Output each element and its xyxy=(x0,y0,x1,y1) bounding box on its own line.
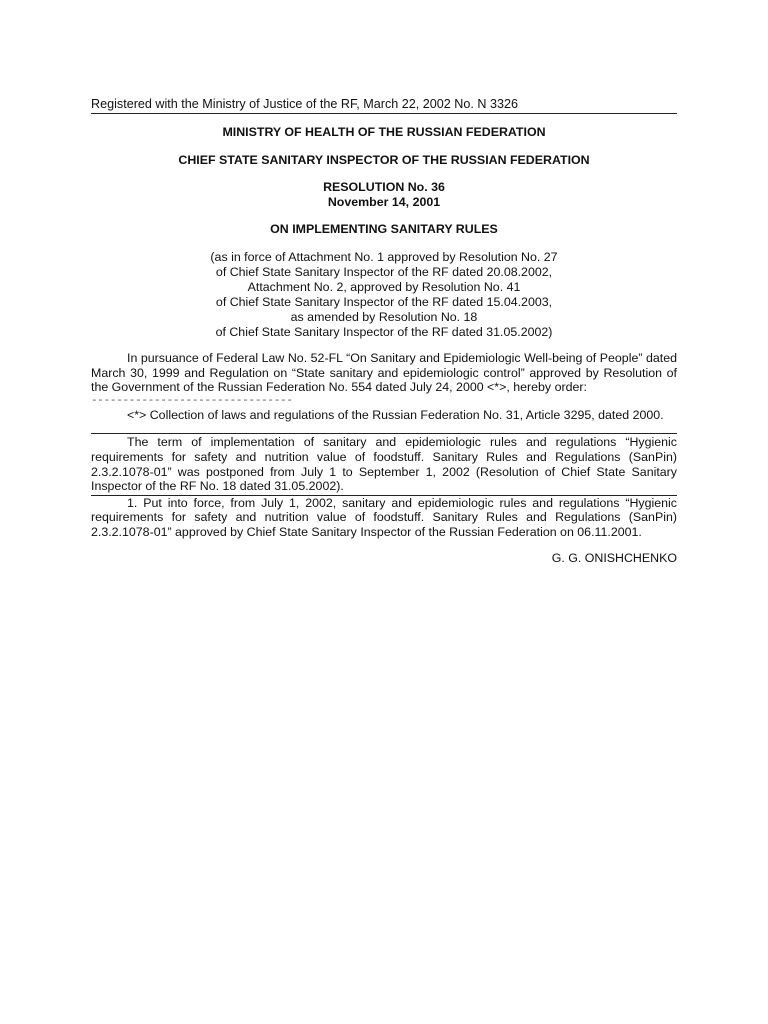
amendment-line: as amended by Resolution No. 18 xyxy=(290,309,478,324)
resolution-date: November 14, 2001 xyxy=(327,194,441,209)
amendment-line: of Chief State Sanitary Inspector of the RF dated 15.04.2003, xyxy=(215,294,553,309)
order-item-1: 1. Put into force, from July 1, 2002, sanitary and epidemiologic rules and regulations “Hygienic requirements for safety and nutrition value of foodstuff. Sanitary Rules and Regulations (SanPin) 2.3.2.1078-01” approved by Chief State Sanitary Inspector of the Russian Federation on 06.11.2001. xyxy=(91,495,677,539)
amendment-line: of Chief State Sanitary Inspector of the RF dated 20.08.2002, xyxy=(215,264,553,279)
resolution-subject: ON IMPLEMENTING SANITARY RULES xyxy=(270,222,498,237)
footnote: <*> Collection of laws and regulations of the Russian Federation No. 31, Article 3295, dated 2000. xyxy=(91,408,677,435)
registration-note: Registered with the Ministry of Justice of the RF, March 22, 2002 No. N 3326 xyxy=(91,97,677,114)
footnote-divider: -------------------------------- xyxy=(91,394,293,407)
inspector-title: CHIEF STATE SANITARY INSPECTOR OF THE RUSSIAN FEDERATION xyxy=(178,152,590,167)
amendments-block xyxy=(91,250,677,340)
amendment-line: (as in force of Attachment No. 1 approved by Resolution No. 27 xyxy=(210,249,558,264)
resolution-heading xyxy=(91,180,677,209)
signature: G. G. ONISHCHENKO xyxy=(551,550,677,565)
document-page xyxy=(91,97,677,565)
preamble-paragraph: In pursuance of Federal Law No. 52-FL “On Sanitary and Epidemiologic Well-being of People” dated March 30, 1999 and Regulation on “State sanitary and epidemiologic control” approved by Resolution of the Government of the Russian Federation No. 554 dated July 24, 2000 <*>, hereby order: xyxy=(91,350,677,395)
ministry-title: MINISTRY OF HEALTH OF THE RUSSIAN FEDERATION xyxy=(222,125,546,139)
amendment-line: Attachment No. 2, approved by Resolution No. 41 xyxy=(247,279,521,294)
resolution-number: RESOLUTION No. 36 xyxy=(323,180,445,195)
amendment-line: of Chief State Sanitary Inspector of the RF dated 31.05.2002) xyxy=(215,324,553,339)
postponement-notice: The term of implementation of sanitary and epidemiologic rules and regulations “Hygienic requirements for safety and nutrition value of foodstuff. Sanitary Rules and Regulations (SanPin) 2.3.2.1078-01” was postponed from July 1 to September 1, 2002 (Resolution of Chief State Sanitary Inspector of the RF No. 18 dated 31.05.2002). xyxy=(91,434,677,495)
